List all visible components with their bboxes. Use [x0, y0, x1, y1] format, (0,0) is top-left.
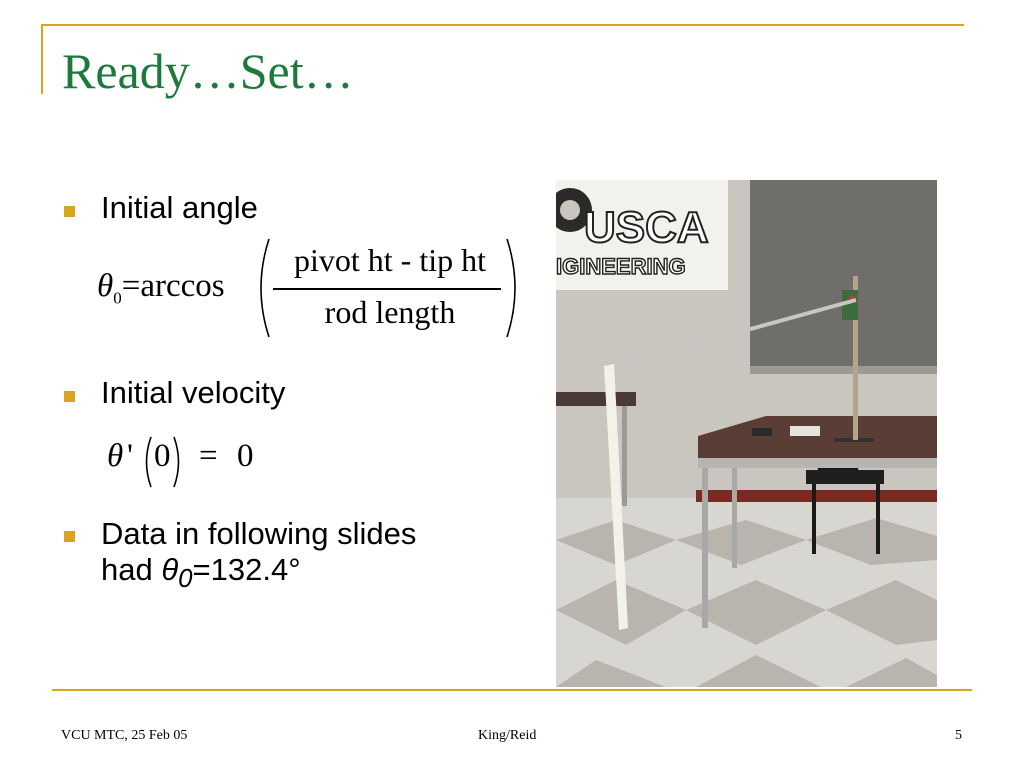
equation-lhs: $\theta_0=\arccos$ [97, 268, 225, 308]
fraction-bar [273, 288, 501, 290]
banner-engineering-text: IGINEERING [556, 254, 686, 279]
left-parenthesis [249, 236, 275, 340]
footer-rule [52, 689, 972, 691]
bullet-initial-velocity: Initial velocity [101, 375, 286, 410]
velocity-equals: = [199, 438, 218, 474]
footer-authors: King/Reid [478, 728, 537, 743]
footer-event-date: VCU MTC, 25 Feb 05 [61, 728, 188, 743]
right-parenthesis [501, 236, 527, 340]
initial-velocity-equation [107, 433, 277, 493]
banner-usca-text: USCA [584, 203, 709, 252]
velocity-theta: θ [107, 438, 124, 474]
right-parenthesis [171, 435, 185, 489]
bullet-marker [64, 206, 75, 217]
slide-title: Ready…Set… [62, 43, 354, 99]
velocity-prime: ' [127, 438, 133, 474]
velocity-rhs: 0 [237, 438, 254, 474]
title-frame-left-rule [41, 24, 43, 94]
bullet-marker [64, 391, 75, 402]
bullet-data-note: Data in following slides had $\theta_0=132.4^\circ$ [101, 516, 417, 594]
bullet-initial-angle: Initial angle [101, 190, 258, 225]
title-frame-top-rule [41, 24, 964, 26]
pendulum-setup-photo [556, 180, 937, 687]
equation-numerator: pivot ht - tip ht [294, 242, 486, 278]
left-parenthesis [140, 435, 154, 489]
footer-page-number: 5 [955, 728, 962, 743]
bullet-marker [64, 531, 75, 542]
initial-angle-equation [97, 236, 537, 341]
velocity-argument: 0 [154, 438, 171, 474]
equation-denominator: rod length [324, 294, 456, 330]
